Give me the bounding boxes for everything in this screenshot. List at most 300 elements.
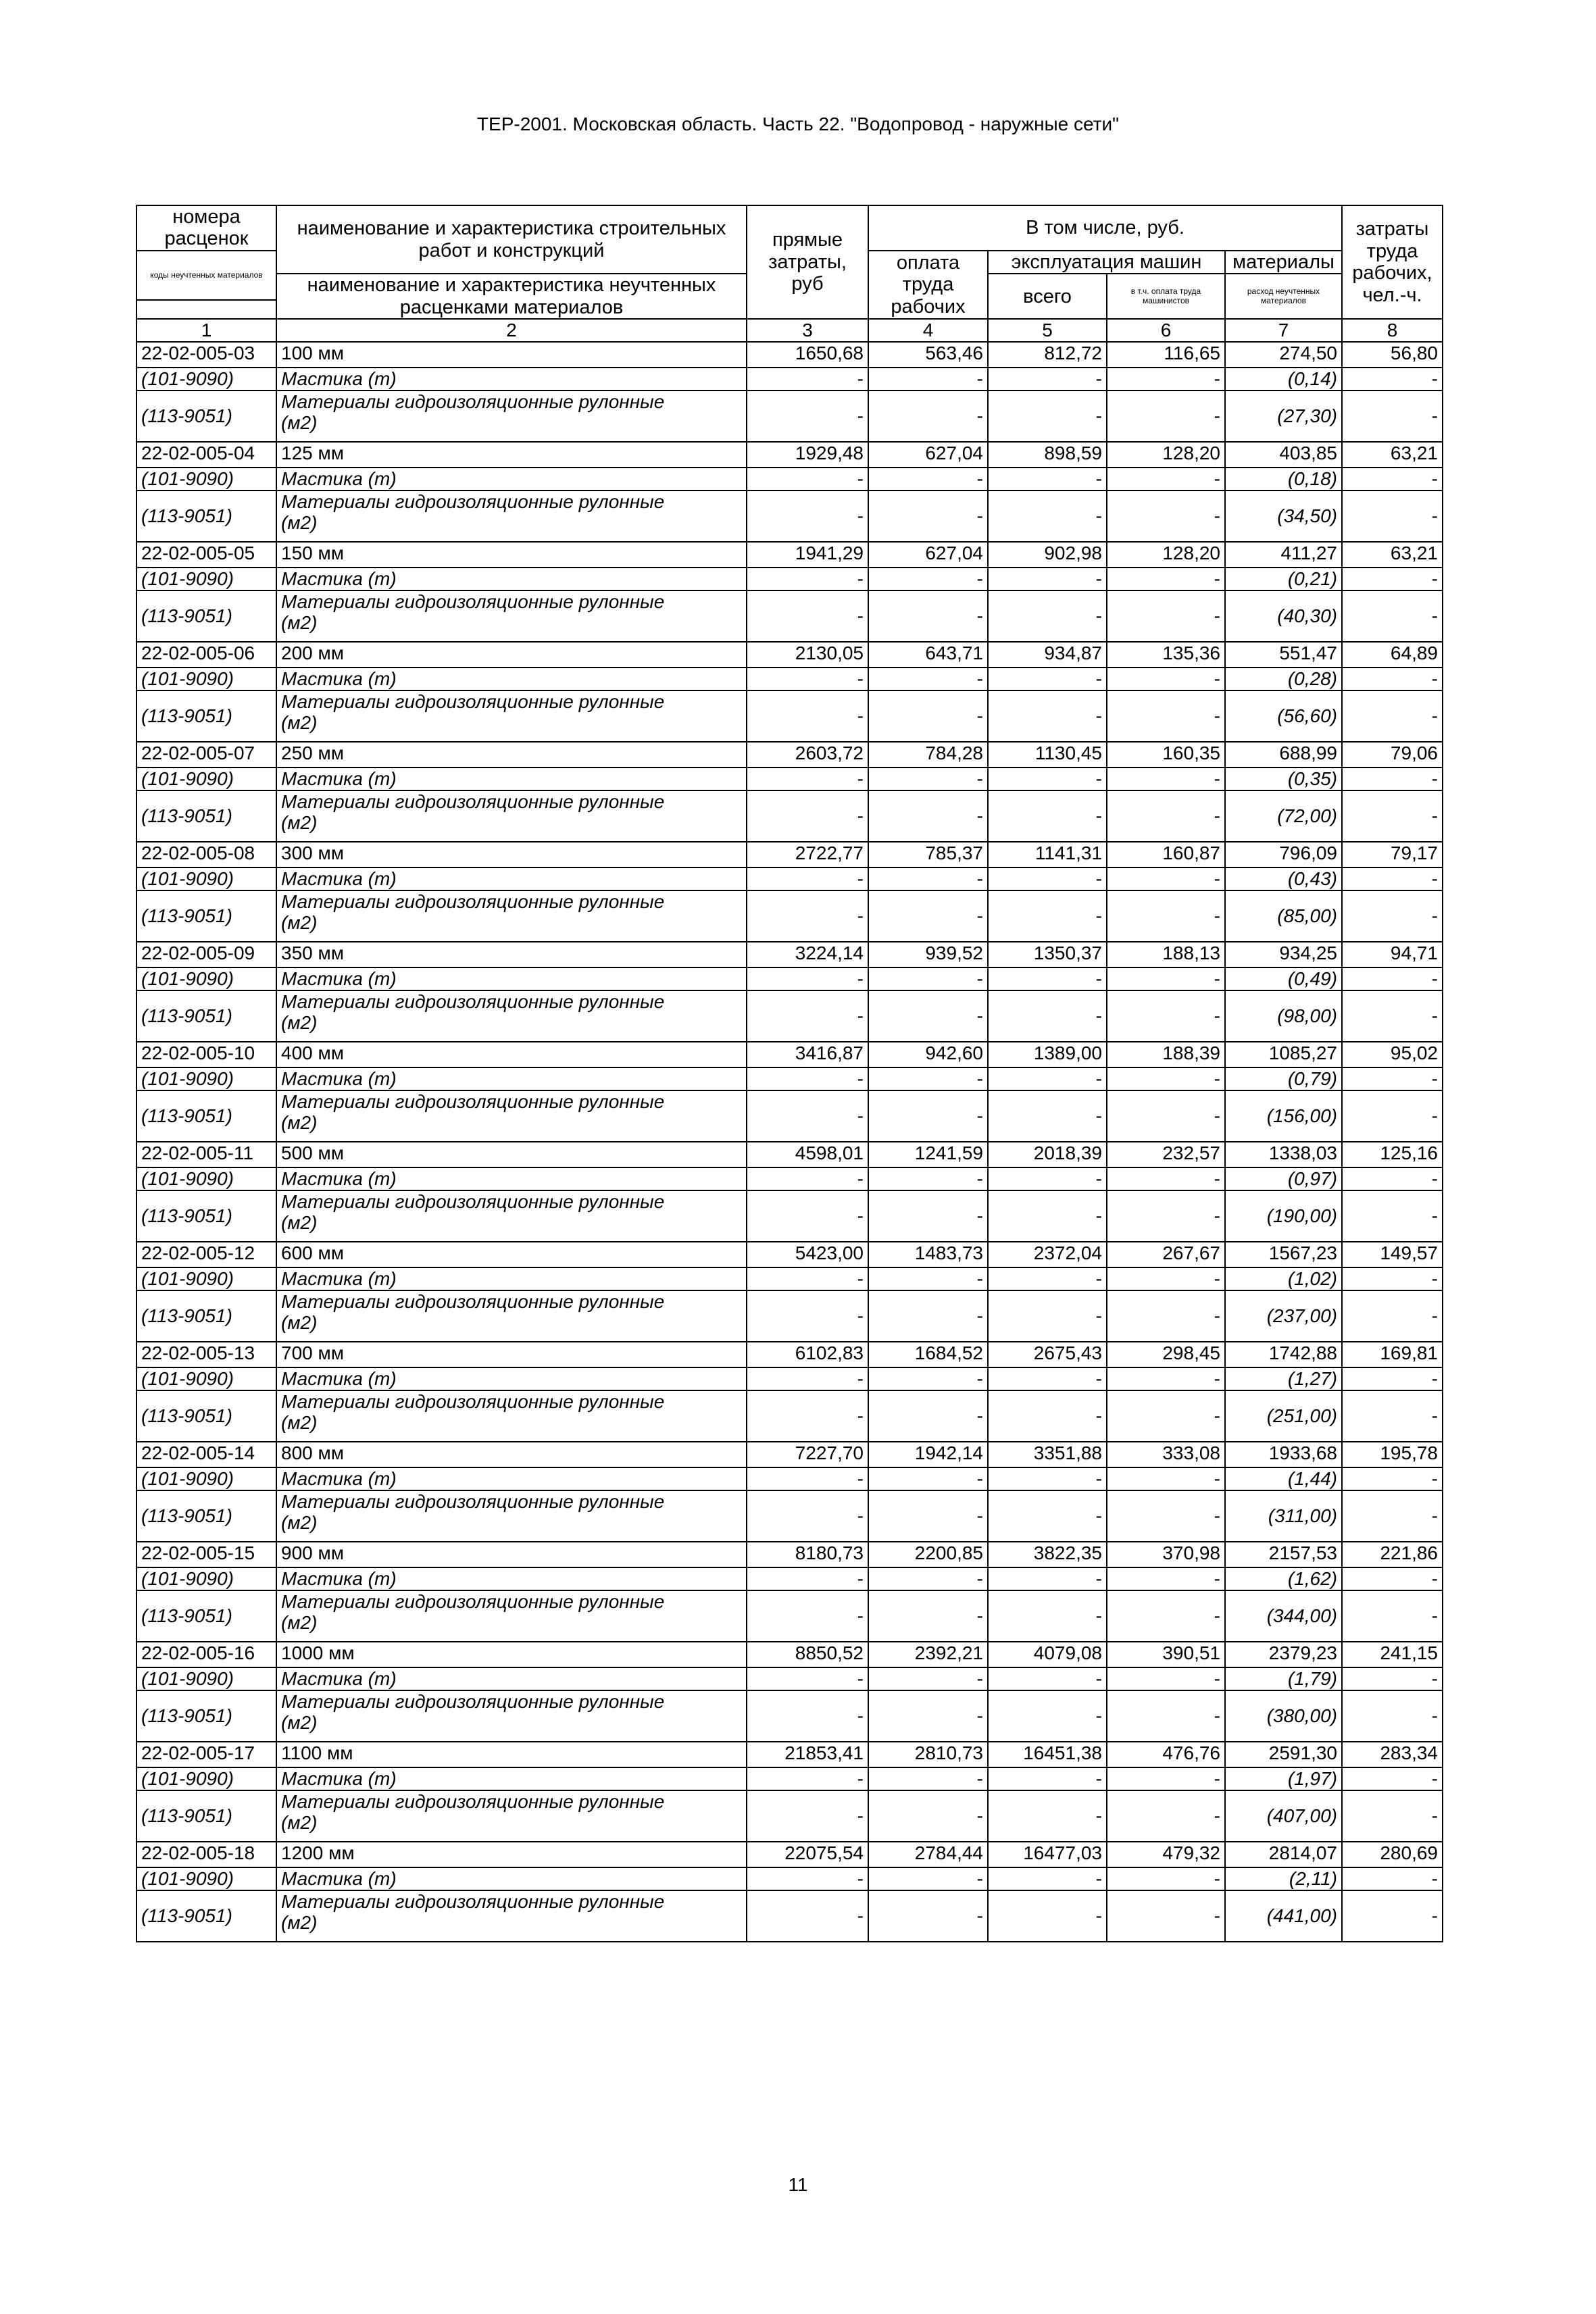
machines-total: 2372,04 (988, 1242, 1107, 1267)
dash: - (988, 1667, 1107, 1690)
material-row (136, 990, 1443, 1042)
material-name: Мастика (т) (276, 1167, 747, 1190)
material-quantity: (0,35) (1225, 768, 1342, 790)
dash: - (868, 768, 988, 790)
dash: - (747, 590, 868, 642)
material-row (136, 1090, 1443, 1142)
labor-hours: 221,86 (1342, 1542, 1443, 1567)
dash: - (1107, 491, 1225, 542)
machinists-wages: 370,98 (1107, 1542, 1225, 1567)
column-number: 3 (747, 319, 868, 341)
work-name: 400 мм (276, 1042, 747, 1067)
machinists-wages: 267,67 (1107, 1242, 1225, 1267)
material-row (136, 1190, 1443, 1242)
direct-costs: 1941,29 (747, 542, 868, 568)
materials-cost: 403,85 (1225, 442, 1342, 468)
dash: - (747, 1890, 868, 1942)
material-name: Мастика (т) (276, 967, 747, 990)
material-unit: (м2) (281, 812, 318, 834)
material-code: (113-9051) (136, 391, 276, 442)
dash: - (1342, 967, 1443, 990)
table-row (136, 442, 1443, 468)
material-code: (101-9090) (136, 768, 276, 790)
machines-total: 898,59 (988, 442, 1107, 468)
machines-total: 1141,31 (988, 842, 1107, 867)
table-row (136, 1842, 1443, 1867)
material-code: (101-9090) (136, 368, 276, 391)
dash: - (988, 368, 1107, 391)
work-name: 100 мм (276, 342, 747, 368)
machines-total: 934,87 (988, 642, 1107, 668)
material-unit: (м2) (281, 1812, 318, 1834)
materials-cost: 2379,23 (1225, 1642, 1342, 1667)
table-row (136, 742, 1443, 768)
material-row (136, 1790, 1443, 1842)
dash: - (988, 668, 1107, 690)
column-number: 6 (1107, 319, 1225, 341)
material-code: (113-9051) (136, 1190, 276, 1242)
material-row (136, 867, 1443, 890)
dash: - (747, 1390, 868, 1442)
material-code: (101-9090) (136, 1767, 276, 1790)
dash: - (868, 1867, 988, 1890)
material-row (136, 1367, 1443, 1390)
material-quantity: (1,97) (1225, 1767, 1342, 1790)
dash: - (1342, 1690, 1443, 1742)
labor-hours: 64,89 (1342, 642, 1443, 668)
material-code: (101-9090) (136, 1367, 276, 1390)
dash: - (747, 1790, 868, 1842)
dash: - (1342, 867, 1443, 890)
column-number: 4 (868, 319, 988, 341)
labor-hours: 56,80 (1342, 342, 1443, 368)
dash: - (1342, 668, 1443, 690)
material-code: (101-9090) (136, 1867, 276, 1890)
dash: - (1342, 1790, 1443, 1842)
material-quantity: (441,00) (1225, 1890, 1342, 1942)
dash: - (1107, 1390, 1225, 1442)
machines-total: 812,72 (988, 342, 1107, 368)
work-name: 1200 мм (276, 1842, 747, 1867)
wages: 2200,85 (868, 1542, 988, 1567)
table-row (136, 642, 1443, 668)
material-unit: (м2) (281, 1012, 318, 1034)
work-name: 300 мм (276, 842, 747, 867)
direct-costs: 2130,05 (747, 642, 868, 668)
table-row (136, 1142, 1443, 1167)
table-row (136, 342, 1443, 368)
dash: - (868, 967, 988, 990)
dash: - (988, 568, 1107, 590)
machines-total: 3822,35 (988, 1542, 1107, 1567)
wages: 2810,73 (868, 1742, 988, 1767)
material-row (136, 1590, 1443, 1642)
dash: - (988, 1590, 1107, 1642)
direct-costs: 5423,00 (747, 1242, 868, 1267)
header-materials-sub: расход неучтенных материалов (1225, 274, 1342, 319)
dash: - (1342, 1167, 1443, 1190)
material-unit: (м2) (281, 1212, 318, 1234)
dash: - (747, 790, 868, 842)
material-name-line: Материалы гидроизоляционные рулонные (281, 1690, 665, 1712)
material-quantity: (40,30) (1225, 590, 1342, 642)
dash: - (988, 890, 1107, 942)
material-name (276, 1190, 747, 1242)
material-name-line: Материалы гидроизоляционные рулонные (281, 1190, 665, 1212)
header-labor: затраты труда рабочих, чел.-ч. (1342, 205, 1443, 319)
material-name (276, 990, 747, 1042)
material-name-line: Материалы гидроизоляционные рулонные (281, 1890, 665, 1912)
dash: - (747, 1190, 868, 1242)
direct-costs: 22075,54 (747, 1842, 868, 1867)
header-direct-costs: прямые затраты, руб (747, 205, 868, 319)
material-name (276, 1290, 747, 1342)
dash: - (868, 1190, 988, 1242)
dash: - (868, 568, 988, 590)
dash: - (988, 1167, 1107, 1190)
material-name (276, 1890, 747, 1942)
dash: - (868, 590, 988, 642)
material-code: (101-9090) (136, 1167, 276, 1190)
dash: - (868, 1167, 988, 1190)
wages: 1942,14 (868, 1442, 988, 1467)
dash: - (868, 1690, 988, 1742)
rate-code: 22-02-005-10 (136, 1042, 276, 1067)
material-name (276, 1590, 747, 1642)
dash: - (1342, 1890, 1443, 1942)
materials-cost: 1338,03 (1225, 1142, 1342, 1167)
dash: - (1107, 590, 1225, 642)
rate-code: 22-02-005-15 (136, 1542, 276, 1567)
dash: - (988, 1390, 1107, 1442)
header-machinists-wages: в т.ч. оплата труда машинистов (1107, 274, 1225, 319)
table-row (136, 1442, 1443, 1467)
header-codes-sub: коды неучтенных материалов (136, 251, 276, 300)
material-code: (113-9051) (136, 1390, 276, 1442)
dash: - (747, 1490, 868, 1542)
direct-costs: 2722,77 (747, 842, 868, 867)
dash: - (1107, 867, 1225, 890)
dash: - (1342, 790, 1443, 842)
wages: 627,04 (868, 542, 988, 568)
direct-costs: 1650,68 (747, 342, 868, 368)
material-code: (113-9051) (136, 491, 276, 542)
material-name: Мастика (т) (276, 1867, 747, 1890)
dash: - (868, 1567, 988, 1590)
material-row (136, 1690, 1443, 1742)
material-name-line: Материалы гидроизоляционные рулонные (281, 391, 665, 412)
direct-costs: 3416,87 (747, 1042, 868, 1067)
dash: - (1342, 1490, 1443, 1542)
labor-hours: 149,57 (1342, 1242, 1443, 1267)
material-row (136, 1890, 1443, 1942)
labor-hours: 283,34 (1342, 1742, 1443, 1767)
machines-total: 902,98 (988, 542, 1107, 568)
dash: - (1107, 1890, 1225, 1942)
header-spacer (136, 300, 276, 319)
dash: - (868, 1467, 988, 1490)
header-name: наименование и характеристика строительных работ и конструкций (276, 205, 747, 274)
rate-code: 22-02-005-03 (136, 342, 276, 368)
table-row (136, 1242, 1443, 1267)
work-name: 125 мм (276, 442, 747, 468)
material-unit: (м2) (281, 1312, 318, 1334)
material-name-line: Материалы гидроизоляционные рулонные (281, 1490, 665, 1512)
material-name (276, 590, 747, 642)
material-unit: (м2) (281, 512, 318, 534)
dash: - (868, 890, 988, 942)
dash: - (1342, 468, 1443, 491)
rate-code: 22-02-005-13 (136, 1342, 276, 1367)
dash: - (868, 990, 988, 1042)
header-wages: оплата труда рабочих (868, 251, 988, 319)
dash: - (868, 391, 988, 442)
material-quantity: (237,00) (1225, 1290, 1342, 1342)
dash: - (1342, 1767, 1443, 1790)
material-quantity: (98,00) (1225, 990, 1342, 1042)
rate-code: 22-02-005-09 (136, 942, 276, 967)
materials-cost: 2157,53 (1225, 1542, 1342, 1567)
material-quantity: (2,11) (1225, 1867, 1342, 1890)
material-name-line: Материалы гидроизоляционные рулонные (281, 890, 665, 912)
material-code: (101-9090) (136, 668, 276, 690)
dash: - (868, 1067, 988, 1090)
material-name (276, 491, 747, 542)
material-quantity: (0,43) (1225, 867, 1342, 890)
material-unit: (м2) (281, 612, 318, 634)
material-row (136, 568, 1443, 590)
dash: - (988, 768, 1107, 790)
material-code: (113-9051) (136, 1790, 276, 1842)
work-name: 250 мм (276, 742, 747, 768)
materials-cost: 2591,30 (1225, 1742, 1342, 1767)
labor-hours: 195,78 (1342, 1442, 1443, 1467)
dash: - (1342, 890, 1443, 942)
work-name: 150 мм (276, 542, 747, 568)
dash: - (868, 867, 988, 890)
rate-code: 22-02-005-16 (136, 1642, 276, 1667)
work-name: 1100 мм (276, 1742, 747, 1767)
dash: - (1342, 1390, 1443, 1442)
materials-cost: 1933,68 (1225, 1442, 1342, 1467)
materials-cost: 1742,88 (1225, 1342, 1342, 1367)
labor-hours: 79,17 (1342, 842, 1443, 867)
material-name: Мастика (т) (276, 368, 747, 391)
material-quantity: (0,97) (1225, 1167, 1342, 1190)
dash: - (988, 1090, 1107, 1142)
dash: - (1107, 568, 1225, 590)
materials-cost: 274,50 (1225, 342, 1342, 368)
material-name (276, 391, 747, 442)
material-code: (113-9051) (136, 590, 276, 642)
rates-table (136, 205, 1443, 1942)
wages: 627,04 (868, 442, 988, 468)
material-quantity: (0,18) (1225, 468, 1342, 491)
material-name (276, 1090, 747, 1142)
dash: - (747, 468, 868, 491)
column-number: 2 (276, 319, 747, 341)
work-name: 500 мм (276, 1142, 747, 1167)
dash: - (747, 1590, 868, 1642)
rate-code: 22-02-005-18 (136, 1842, 276, 1867)
dash: - (988, 990, 1107, 1042)
table-row (136, 542, 1443, 568)
dash: - (1342, 368, 1443, 391)
dash: - (1107, 1067, 1225, 1090)
wages: 785,37 (868, 842, 988, 867)
machinists-wages: 333,08 (1107, 1442, 1225, 1467)
machines-total: 1130,45 (988, 742, 1107, 768)
material-quantity: (0,28) (1225, 668, 1342, 690)
dash: - (747, 1567, 868, 1590)
material-unit: (м2) (281, 1512, 318, 1534)
dash: - (868, 1790, 988, 1842)
dash: - (1342, 990, 1443, 1042)
material-name: Мастика (т) (276, 1567, 747, 1590)
header-machines-total: всего (988, 274, 1107, 319)
dash: - (988, 1890, 1107, 1942)
dash: - (747, 1690, 868, 1742)
machinists-wages: 188,13 (1107, 942, 1225, 967)
labor-hours: 63,21 (1342, 542, 1443, 568)
dash: - (747, 1767, 868, 1790)
material-name-line: Материалы гидроизоляционные рулонные (281, 1290, 665, 1312)
dash: - (1342, 768, 1443, 790)
labor-hours: 63,21 (1342, 442, 1443, 468)
dash: - (988, 1767, 1107, 1790)
dash: - (868, 790, 988, 842)
material-name-line: Материалы гидроизоляционные рулонные (281, 1090, 665, 1112)
dash: - (868, 468, 988, 491)
material-code: (101-9090) (136, 967, 276, 990)
dash: - (1107, 468, 1225, 491)
material-quantity: (1,79) (1225, 1667, 1342, 1690)
material-name (276, 1390, 747, 1442)
material-row (136, 768, 1443, 790)
dash: - (868, 1590, 988, 1642)
material-code: (101-9090) (136, 1267, 276, 1290)
dash: - (1107, 1790, 1225, 1842)
machines-total: 3351,88 (988, 1442, 1107, 1467)
table-row (136, 942, 1443, 967)
dash: - (988, 1567, 1107, 1590)
material-row (136, 1767, 1443, 1790)
material-row (136, 1867, 1443, 1890)
material-name: Мастика (т) (276, 1067, 747, 1090)
material-quantity: (0,21) (1225, 568, 1342, 590)
material-code: (101-9090) (136, 1567, 276, 1590)
material-name-line: Материалы гидроизоляционные рулонные (281, 1790, 665, 1812)
wages: 1241,59 (868, 1142, 988, 1167)
dash: - (1342, 1567, 1443, 1590)
dash: - (988, 468, 1107, 491)
material-row (136, 1290, 1443, 1342)
material-row (136, 1267, 1443, 1290)
machinists-wages: 128,20 (1107, 442, 1225, 468)
dash: - (1107, 1590, 1225, 1642)
work-name: 600 мм (276, 1242, 747, 1267)
rate-code: 22-02-005-17 (136, 1742, 276, 1767)
dash: - (747, 1167, 868, 1190)
material-code: (113-9051) (136, 1590, 276, 1642)
dash: - (868, 1367, 988, 1390)
material-row (136, 890, 1443, 942)
material-quantity: (0,14) (1225, 368, 1342, 391)
machines-total: 1389,00 (988, 1042, 1107, 1067)
material-quantity: (344,00) (1225, 1590, 1342, 1642)
rate-code: 22-02-005-11 (136, 1142, 276, 1167)
material-quantity: (311,00) (1225, 1490, 1342, 1542)
rate-code: 22-02-005-05 (136, 542, 276, 568)
material-name: Мастика (т) (276, 1267, 747, 1290)
wages: 2784,44 (868, 1842, 988, 1867)
material-name: Мастика (т) (276, 1367, 747, 1390)
material-unit: (м2) (281, 712, 318, 734)
table-row (136, 1642, 1443, 1667)
labor-hours: 79,06 (1342, 742, 1443, 768)
labor-hours: 94,71 (1342, 942, 1443, 967)
machinists-wages: 298,45 (1107, 1342, 1225, 1367)
material-row (136, 1490, 1443, 1542)
dash: - (868, 1767, 988, 1790)
dash: - (747, 690, 868, 742)
dash: - (868, 368, 988, 391)
column-number: 8 (1342, 319, 1443, 341)
materials-cost: 796,09 (1225, 842, 1342, 867)
material-code: (101-9090) (136, 1067, 276, 1090)
dash: - (988, 1367, 1107, 1390)
dash: - (868, 1890, 988, 1942)
direct-costs: 8180,73 (747, 1542, 868, 1567)
dash: - (1342, 1590, 1443, 1642)
material-code: (101-9090) (136, 568, 276, 590)
material-name: Мастика (т) (276, 468, 747, 491)
table-row (136, 1042, 1443, 1067)
direct-costs: 6102,83 (747, 1342, 868, 1367)
machinists-wages: 160,35 (1107, 742, 1225, 768)
wages: 784,28 (868, 742, 988, 768)
materials-cost: 551,47 (1225, 642, 1342, 668)
dash: - (1107, 1190, 1225, 1242)
dash: - (1107, 1367, 1225, 1390)
column-number: 1 (136, 319, 276, 341)
material-quantity: (85,00) (1225, 890, 1342, 942)
material-row (136, 967, 1443, 990)
dash: - (747, 1267, 868, 1290)
material-quantity: (0,79) (1225, 1067, 1342, 1090)
material-name (276, 690, 747, 742)
material-name (276, 1690, 747, 1742)
machinists-wages: 479,32 (1107, 1842, 1225, 1867)
wages: 2392,21 (868, 1642, 988, 1667)
machines-total: 4079,08 (988, 1642, 1107, 1667)
dash: - (1342, 1190, 1443, 1242)
dash: - (1107, 1090, 1225, 1142)
wages: 563,46 (868, 342, 988, 368)
work-name: 700 мм (276, 1342, 747, 1367)
rates-body (136, 342, 1443, 1942)
material-name: Мастика (т) (276, 867, 747, 890)
dash: - (868, 1667, 988, 1690)
material-row (136, 1467, 1443, 1490)
dash: - (747, 1067, 868, 1090)
dash: - (868, 1290, 988, 1342)
dash: - (988, 1467, 1107, 1490)
dash: - (988, 491, 1107, 542)
material-quantity: (251,00) (1225, 1390, 1342, 1442)
material-quantity: (1,44) (1225, 1467, 1342, 1490)
dash: - (988, 590, 1107, 642)
